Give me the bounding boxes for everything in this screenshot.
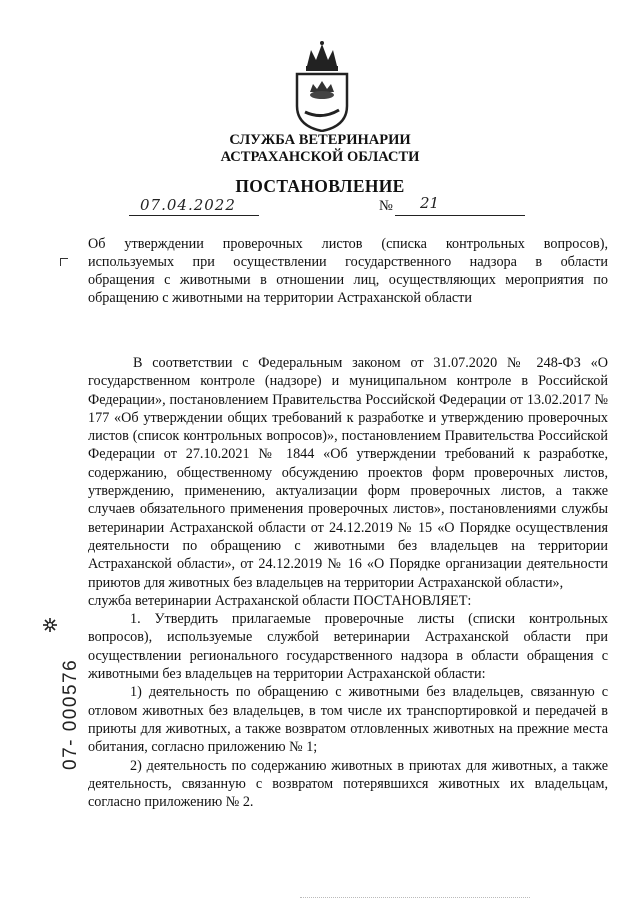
subject-line: обращения с животными в отношении лиц, осуществляющих мероприятия по bbox=[88, 272, 608, 288]
margin-corner-mark bbox=[60, 258, 68, 266]
resolution-statement: служба ветеринарии Астраханской области ПОСТАНОВЛЯЕТ: bbox=[88, 592, 472, 609]
date-underline bbox=[129, 214, 259, 216]
subject-line: обращению с животными на территории Астраханской области bbox=[88, 290, 472, 306]
registration-number: 07- 000576 bbox=[60, 658, 81, 770]
number-underline bbox=[395, 214, 525, 216]
registration-star-icon bbox=[42, 617, 58, 633]
coat-of-arms-icon bbox=[293, 40, 351, 132]
organization-name-line2: АСТРАХАНСКОЙ ОБЛАСТИ bbox=[220, 149, 420, 165]
organization-name-line1: СЛУЖБА ВЕТЕРИНАРИИ bbox=[229, 132, 411, 148]
number-label: № bbox=[379, 198, 393, 214]
scan-artifact bbox=[300, 897, 530, 900]
subitem-1-paragraph: 1) деятельность по обращению с животными без владельцев, связанную с отловом животных без владельцев, в том числе их транспортировкой и передачей в приюты для животных, а также возвратом отловленных животных на прежние места обитания, согласно приложению № 1; bbox=[88, 684, 608, 756]
subject-line: Об утверждении проверочных листов (списка контрольных вопросов), bbox=[88, 236, 608, 252]
document-subject bbox=[88, 235, 608, 307]
preamble-paragraph: В соответствии с Федеральным законом от 31.07.2020 № 248-ФЗ «О государственном контроле (надзоре) и муниципальном контроле в Российской Федерации», постановлением Правительства Российской Федерации от 13.02.2017 № 177 «Об утверждении общих требований к разработке и утверждению проверочных листов (список контрольных вопросов)», постановлением Правительства Российской Федерации от 27.10.2021 № 1844 «Об утверждении требований к разработке, содержанию, общественному обсуждению проектов форм проверочных листов, утверждению, применению, актуализации форм проверочных листов, а также случаев обязательного применения проверочных листов», постановлениями службы ветеринарии Астраханской области от 24.12.2019 № 15 «О Порядке осуществления деятельности по обращению с животными без владельцев на территории Астраханской области», от 24.12.2019 № 16 «О Порядке организации деятельности приютов для животных без владельцев на территории Астраханской области», bbox=[88, 355, 608, 591]
document-date: 07.04.2022 bbox=[140, 196, 236, 214]
item-1-paragraph: 1. Утвердить прилагаемые проверочные листы (списки контрольных вопросов), используемые службой ветеринарии Астраханской области при осуществлении регионального государственного надзора в области обращения с животными без владельцев на территории Астраханской области: bbox=[88, 611, 608, 683]
document-number: 21 bbox=[420, 194, 440, 212]
subject-line: используемых при осуществлении государственного надзора в области bbox=[88, 254, 608, 270]
document-type-title: ПОСТАНОВЛЕНИЕ bbox=[235, 176, 405, 196]
document-body bbox=[88, 354, 608, 811]
subitem-2-paragraph: 2) деятельность по содержанию животных в приютах для животных, а также деятельность, связанную с возвратом потерявшихся животных их владельцам, согласно приложению № 2. bbox=[88, 757, 608, 811]
